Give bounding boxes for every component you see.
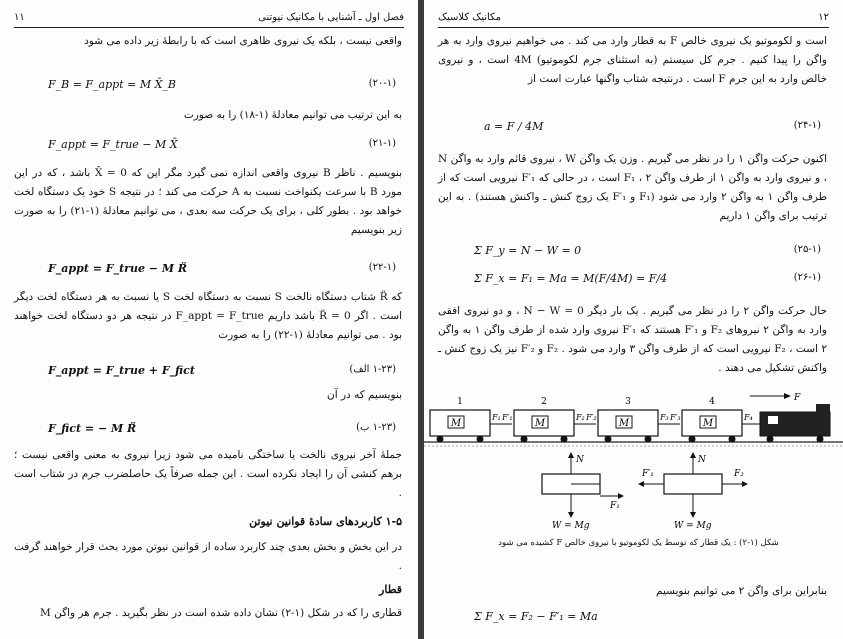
svg-text:F′₁: F′₁ [642,469,654,479]
running-head: مکانیک کلاسیک [438,12,501,23]
right-page-header [438,10,829,28]
page-number: ۱۱ [14,12,25,23]
svg-text:W = Mg: W = Mg [552,521,590,531]
fbd-car-2 [638,452,748,531]
equation: F_appt = F_true − M X̄ (۲۱-۱) [48,138,396,151]
equation: F_appt = F_true + F_fict (۱-۲۳ الف) [48,364,396,377]
paragraph: بنویسیم . ناظر B نیروی واقعی اندازه نمی گیرد مگر این که 0 = X̄ باشد ، که در این مورد B با سرعت یکنواخت نسبت به A حرکت می کند ؛ در نتیجه S خود یک دستگاه لخت خواهد بود . بطور کلی ، برای یک حرکت سه بعدی ، می توانیم معادلهٔ (۱-۲۱) را به صورت زیر بنویسیم [14,167,402,236]
svg-text:N: N [698,455,706,465]
free-body-diagrams [424,452,843,534]
left-page [0,0,418,639]
svg-text:F₂: F₂ [576,413,585,422]
car-number: 1 [457,397,463,407]
svg-text:M: M [618,418,630,429]
svg-text:F′₁: F′₁ [502,413,513,422]
train-figure [424,392,843,452]
paragraph: اکنون حرکت واگن ۱ را در نظر می گیریم . وزن یک واگن W ، نیروی قائم وارد به واگن N ، و نیروی وارد به واگن ۱ از طرف واگن ۲ ، F₁ است ، در حالی که F′₁ نیرویی است که از طرف واگن ۱ به واگن ۲ وارد می شود (F₁ و F′₁ یک زوج کنش ـ واکنش هستند) . به این ترتیب برای واگن ۱ داریم [438,153,827,222]
equation: Σ F_x = F₁ = Ma = M(F/4M) = F/4 (۲۶-۱) [474,272,821,285]
running-head: فصل اول ـ آشنایی با مکانیک نیوتنی [258,12,404,23]
train-car-2 [514,397,574,443]
paragraph: است و لکوموتیو یک نیروی خالص F به قطار وارد می کند . می خواهیم نیروی وارد به هر واگن را پیدا کنیم . جرم کل سیستم (به استثنای جرم لکوموتیو) 4M است ، و نیروی خالص وارد به این جرم F است . درنتیجه شتاب واگنها عبارت است از [438,35,828,85]
car-number: 4 [709,397,715,407]
svg-text:F′₃: F′₃ [670,413,681,422]
equation: Σ F_x = F₂ − F′₁ = Ma [474,610,598,623]
loco-force-arrow [750,393,801,403]
svg-text:F′₂: F′₂ [586,413,597,422]
left-page-header [14,10,404,28]
paragraph: که R̈ شتاب دستگاه نالخت S نسبت به دستگاه لخت S یا نسبت به هر دستگاه لخت دیگر است . اگر R̈ = 0 باشد داریم F_appt = F_true در نتیجه هر دو دستگاه لخت خواهند بود . می توانیم معادلهٔ (۱-۲۲) را به صورت [14,291,403,341]
paragraph: حال حرکت واگن ۲ را در نظر می گیریم . یک بار دیگر N − W = 0 ، و دو نیروی افقی وارد به واگن ۲ نیروهای F₂ و F′₁ هستند که F′₁ نیروی وارد شده از طرف واگن ۱ به واگن ۲ است ، F₂ نیرویی است که از طرف واگن ۳ وارد می شود . F₂ و F′₂ نیز یک زوج کنش ـ واکنش تشکیل می دهند . [438,305,827,374]
page-number: ۱۲ [818,12,829,23]
section-heading: ۱-۵ کاربردهای سادهٔ قوانین نیوتن [249,515,402,528]
svg-text:F₃: F₃ [660,413,669,422]
paragraph: بنابراین برای واگن ۲ می توانیم بنویسیم [655,585,827,597]
paragraph: واقعی نیست ، بلکه یک نیروی ظاهری است که با رابطهٔ زیر داده می شود [84,35,402,47]
svg-text:F₂: F₂ [734,469,744,479]
svg-text:N: N [576,455,584,465]
paragraph: قطاری را که در شکل (۱-۲) نشان داده شده است در نظر بگیرید . جرم هر واگن M [39,607,402,619]
equation: F_fict = − M R̈ (۱-۲۳ ب) [48,422,396,435]
train-car-1 [430,397,490,443]
svg-text:F: F [794,393,801,403]
right-page [424,0,843,639]
paragraph: در این بخش و بخش بعدی چند کاربرد ساده از قوانین نیوتن مورد بحث قرار خواهند گرفت . [14,541,402,572]
svg-text:F₁: F₁ [610,501,620,511]
locomotive [760,404,830,443]
svg-text:M: M [702,418,714,429]
car-number: 3 [625,397,631,407]
train-car-4 [682,397,742,443]
subheading: قطار [379,583,402,596]
paragraph: جملهٔ آخر نیروی نالخت یا ساختگی نامیده می شود زیرا نیروی به معنی واقعی نیست ؛ برهم کنشی آن را ایجاد نکرده است . این جمله صرفاً یک حاصلضرب جرم در شتاب است . [14,449,402,499]
equation: a = F / 4M (۲۴-۱) [484,120,821,133]
paragraph: به این ترتیب می توانیم معادلهٔ (۱-۱۸) را به صورت [183,109,402,121]
equation: Σ F_y = N − W = 0 (۲۵-۱) [474,244,821,257]
fbd-car-1 [542,452,624,531]
svg-text:M: M [534,418,546,429]
car-number: 2 [541,397,547,407]
paragraph: بنویسیم که در آن [327,389,402,401]
train-car-3 [598,397,658,443]
equation: F_appt = F_true − M R̈ (۲۲-۱) [48,262,396,275]
svg-text:W = Mg: W = Mg [674,521,712,531]
svg-text:F₄: F₄ [744,413,753,422]
figure-caption: شکل (۱-۲) : یک قطار که توسط یک لکوموتیو با نیروی خالص F کشیده می شود [498,538,779,548]
svg-text:M: M [450,418,462,429]
svg-text:F₁: F₁ [492,413,501,422]
equation: F_B = F_appt = M X̄_B (۲۰-۱) [48,78,396,91]
